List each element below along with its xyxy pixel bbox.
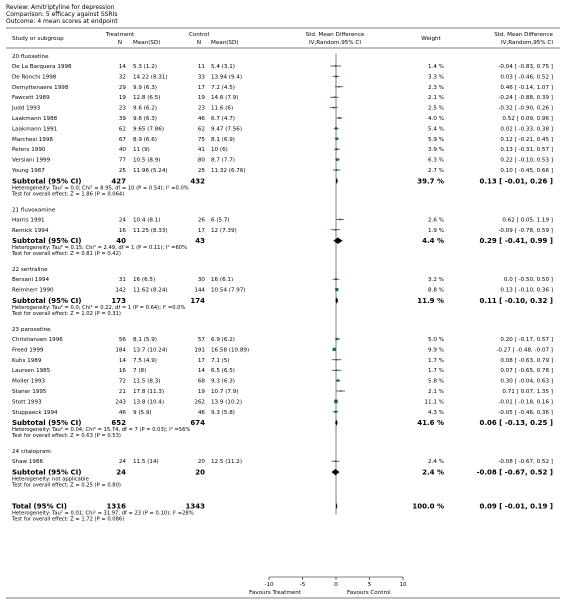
subtotal-diamond <box>332 469 340 475</box>
subtotal-treatment-n: 427 <box>111 177 126 186</box>
subgroup-overall-effect: Test for overall effect: Z = 1.02 (P = 0.31) <box>12 311 121 317</box>
column-header-treatment-mean: Mean(SD) <box>133 40 161 46</box>
subgroup-title: 22 sertraline <box>12 267 48 274</box>
column-header-study: Study or subgroup <box>12 36 64 42</box>
treatment-mean-sd: 9 (5.9) <box>133 409 152 416</box>
study-name: Stott 1993 <box>12 399 42 406</box>
subtotal-smd-ci: 0.29 [ -0.41, 0.99 ] <box>479 237 553 246</box>
subgroup-heterogeneity: Heterogeneity: Tau² = 0.15; Chi² = 2.49, df = 1 (P = 0.11); I² =60% <box>12 245 188 252</box>
study-weight: 4.3 % <box>428 409 444 416</box>
total-heterogeneity: Heterogeneity: Tau² = 0.01; Chi² = 31.97, df = 23 (P = 0.10); I² =28% <box>12 510 194 517</box>
x-tick-label: 0 <box>334 582 338 588</box>
control-mean-sd: 13.94 (9.4) <box>211 74 243 81</box>
study-weight: 1.7 % <box>428 368 444 375</box>
effect-square <box>333 107 335 109</box>
control-n: 144 <box>194 287 205 294</box>
study-smd-ci: 0.02 [ -0.33, 0.38 ] <box>500 126 553 133</box>
control-mean-sd: 8.1 (6.9) <box>211 136 235 143</box>
treatment-n: 24 <box>118 459 126 466</box>
treatment-n: 16 <box>118 227 126 234</box>
control-n: 80 <box>197 157 205 164</box>
total-treatment-n: 1316 <box>106 502 126 511</box>
study-smd-ci: -0.24 [ -0.88, 0.39 ] <box>498 95 553 102</box>
comparison-line: Comparison: 5 efficacy against SSRIs <box>6 11 118 18</box>
study-weight: 8.8 % <box>428 287 444 294</box>
study-weight: 6.3 % <box>428 157 444 164</box>
treatment-mean-sd: 17.8 (11.3) <box>133 389 165 395</box>
control-n: 33 <box>197 74 205 81</box>
study-weight: 1.7 % <box>428 357 444 364</box>
control-mean-sd: 5.4 (3.1) <box>211 64 235 70</box>
treatment-n: 24 <box>118 217 126 224</box>
treatment-mean-sd: 8.9 (6.6) <box>133 136 157 143</box>
study-weight: 2.5 % <box>428 105 444 112</box>
subgroup-title: 23 paroxetine <box>12 327 51 333</box>
study-weight: 3.9 % <box>428 147 444 154</box>
study-smd-ci: 0.30 [ -0.04, 0.63 ] <box>500 378 553 385</box>
study-name: Bersani 1994 <box>12 277 50 284</box>
treatment-n: 72 <box>118 378 126 385</box>
subtotal-control-n: 432 <box>190 177 205 186</box>
study-name: Judd 1993 <box>12 105 41 112</box>
control-mean-sd: 13.9 (10.2) <box>211 399 243 406</box>
subtotal-smd-ci: 0.06 [ -0.13, 0.25 ] <box>479 419 553 428</box>
study-smd-ci: 0.13 [ -0.31, 0.57 ] <box>500 147 553 154</box>
treatment-mean-sd: 8.1 (5.9) <box>133 337 157 343</box>
study-smd-ci: 0.03 [ -0.46, 0.52 ] <box>500 74 553 81</box>
treatment-n: 14 <box>118 64 126 70</box>
control-mean-sd: 9.47 (7.56) <box>211 126 243 133</box>
control-mean-sd: 11.32 (6.76) <box>211 168 246 174</box>
study-name: Laakmann 1991 <box>12 126 58 133</box>
treatment-mean-sd: 16 (6.5) <box>133 277 156 284</box>
control-n: 41 <box>197 147 205 154</box>
study-name: Remick 1994 <box>12 227 49 234</box>
subtotal-smd-ci: 0.11 [ -0.10, 0.32 ] <box>479 297 553 305</box>
control-n: 23 <box>197 105 205 112</box>
subtotal-label: Subtotal (95% CI) <box>12 237 82 246</box>
study-smd-ci: -0.08 [ -0.67, 0.52 ] <box>498 459 553 466</box>
treatment-mean-sd: 14.22 (8.31) <box>133 74 168 81</box>
column-header-smd-method: IV,Random,95% CI <box>309 40 361 46</box>
study-smd-ci: 0.46 [ -0.14, 1.07 ] <box>500 84 553 91</box>
control-n: 14 <box>197 368 205 375</box>
treatment-n: 39 <box>118 116 126 122</box>
subtotal-control-n: 174 <box>190 297 205 305</box>
total-overall-effect: Test for overall effect: Z = 1.72 (P = 0.086) <box>12 516 125 523</box>
treatment-mean-sd: 13.7 (10.24) <box>133 347 168 354</box>
control-mean-sd: 9.3 (5.8) <box>211 409 235 416</box>
effect-square <box>339 219 341 221</box>
treatment-mean-sd: 5.3 (1.2) <box>133 64 157 70</box>
study-weight: 2.7 % <box>428 168 444 174</box>
study-smd-ci: -0.09 [ -0.78, 0.59 ] <box>498 227 553 234</box>
subgroup-heterogeneity: Heterogeneity: Tau² = 0.0; Chi² = 0.22, df = 1 (P = 0.64); I² =0.0% <box>12 305 186 311</box>
column-header-smd-value: Std. Mean Difference <box>494 32 553 38</box>
treatment-n: 23 <box>118 105 126 112</box>
study-smd-ci: 0.71 [ 0.07, 1.35 ] <box>502 389 553 395</box>
study-weight: 5.8 % <box>428 378 444 385</box>
x-tick-label: 10 <box>399 582 407 588</box>
study-smd-ci: -0.04 [ -0.83, 0.75 ] <box>498 64 553 70</box>
study-weight: 2.4 % <box>428 459 444 466</box>
treatment-mean-sd: 9.9 (6.3) <box>133 84 157 91</box>
control-mean-sd: 12.5 (11.2) <box>211 459 243 466</box>
subgroup-heterogeneity: Heterogeneity: Tau² = 0.0; Chi² = 8.95, df = 10 (P = 0.54); I² =0.0% <box>12 185 189 192</box>
control-n: 19 <box>197 389 205 395</box>
study-weight: 2.3 % <box>428 84 444 91</box>
effect-square <box>333 348 336 351</box>
study-smd-ci: 0.62 [ 0.05, 1.19 ] <box>502 217 553 224</box>
treatment-n: 40 <box>118 147 126 154</box>
subtotal-label: Subtotal (95% CI) <box>12 297 82 305</box>
subtotal-weight: 11.9 % <box>417 297 444 305</box>
x-tick-label: 5 <box>367 582 372 588</box>
study-name: Versiani 1999 <box>12 157 51 164</box>
subtotal-weight: 4.4 % <box>422 237 444 246</box>
subtotal-treatment-n: 652 <box>111 419 126 428</box>
study-name: Fawcett 1989 <box>12 95 50 102</box>
treatment-n: 14 <box>118 357 126 364</box>
study-weight: 5.0 % <box>428 337 444 343</box>
control-n: 46 <box>197 116 205 122</box>
subgroup-heterogeneity: Heterogeneity: not applicable <box>12 476 89 483</box>
treatment-mean-sd: 12.8 (6.5) <box>133 95 161 102</box>
study-name: Marchesi 1998 <box>12 136 53 143</box>
study-smd-ci: 0.20 [ -0.17, 0.57 ] <box>500 337 553 343</box>
subgroup-title: 21 fluvoxamine <box>12 207 56 214</box>
study-smd-ci: 0.22 [ -0.10, 0.53 ] <box>500 157 553 164</box>
study-smd-ci: -0.27 [ -0.48, -0.07 ] <box>496 347 553 354</box>
subtotal-label: Subtotal (95% CI) <box>12 419 82 428</box>
treatment-n: 243 <box>115 399 126 406</box>
subtotal-treatment-n: 24 <box>116 468 126 477</box>
study-name: De La Barquera 1998 <box>12 64 72 70</box>
treatment-n: 56 <box>118 337 126 343</box>
total-smd-ci: 0.09 [ -0.01, 0.19 ] <box>479 502 553 511</box>
study-smd-ci: 0.13 [ -0.10, 0.36 ] <box>500 287 553 294</box>
treatment-mean-sd: 11.25 (8.33) <box>133 227 168 234</box>
treatment-mean-sd: 11.5 (14) <box>133 459 159 466</box>
column-header-smd: Std. Mean Difference <box>305 32 365 38</box>
subgroup-title: 24 citalopram <box>12 449 51 456</box>
treatment-n: 46 <box>118 409 126 416</box>
study-name: Shaw 1986 <box>12 459 44 466</box>
control-mean-sd: 12 (7.39) <box>211 227 237 234</box>
treatment-mean-sd: 11.5 (8.3) <box>133 378 161 385</box>
effect-square <box>338 86 340 88</box>
favours-left-label: Favours Treatment <box>249 590 301 596</box>
study-weight: 3.2 % <box>428 277 444 284</box>
column-header-control: Control <box>188 32 210 38</box>
treatment-n: 31 <box>118 277 126 284</box>
control-mean-sd: 8.7 (7.7) <box>211 157 235 164</box>
subgroup-overall-effect: Test for overall effect: Z = 0.63 (P = 0.53) <box>12 433 121 440</box>
study-name: Laursen 1985 <box>12 368 51 375</box>
treatment-n: 62 <box>118 126 126 133</box>
control-n: 17 <box>197 84 205 91</box>
subtotal-treatment-n: 40 <box>116 237 126 246</box>
x-tick-label: -5 <box>299 582 306 588</box>
study-weight: 11.1 % <box>424 399 444 406</box>
control-mean-sd: 14.6 (7.9) <box>211 95 239 102</box>
control-n: 57 <box>197 337 205 343</box>
treatment-n: 29 <box>118 84 126 91</box>
study-weight: 5.4 % <box>428 126 444 133</box>
study-smd-ci: 0.52 [ 0.09, 0.96 ] <box>502 116 553 122</box>
study-weight: 3.3 % <box>428 74 444 81</box>
treatment-n: 142 <box>115 287 126 294</box>
subtotal-weight: 41.6 % <box>417 419 444 428</box>
effect-square <box>335 65 337 67</box>
study-name: Demyttenaere 1998 <box>12 84 69 91</box>
subgroup-overall-effect: Test for overall effect: Z = 1.86 (P = 0.064) <box>12 191 125 198</box>
subtotal-smd-ci: 0.13 [ -0.01, 0.26 ] <box>479 177 553 186</box>
treatment-mean-sd: 11.62 (8.24) <box>133 287 168 294</box>
control-n: 191 <box>194 347 205 354</box>
control-n: 25 <box>197 168 205 174</box>
treatment-n: 32 <box>118 74 126 81</box>
x-tick-label: -10 <box>264 582 274 588</box>
study-weight: 9.9 % <box>428 347 444 354</box>
study-weight: 4.0 % <box>428 116 444 122</box>
study-name: Laakmann 1988 <box>12 116 58 122</box>
study-name: Staner 1995 <box>12 389 47 395</box>
subtotal-control-n: 674 <box>190 419 205 428</box>
effect-square <box>335 411 337 413</box>
subtotal-weight: 2.4 % <box>422 468 444 477</box>
treatment-n: 77 <box>118 157 126 164</box>
treatment-mean-sd: 9.6 (6.2) <box>133 105 157 112</box>
total-control-n: 1343 <box>185 502 205 511</box>
study-weight: 2.1 % <box>428 95 444 102</box>
subtotal-treatment-n: 173 <box>111 297 126 305</box>
study-smd-ci: 0.07 [ -0.65, 0.78 ] <box>500 368 553 375</box>
treatment-mean-sd: 11.96 (5.24) <box>133 168 168 174</box>
control-mean-sd: 11.6 (6) <box>211 105 234 112</box>
study-weight: 5.9 % <box>428 136 444 143</box>
treatment-mean-sd: 7.5 (4.9) <box>133 357 157 364</box>
control-n: 75 <box>197 136 205 143</box>
control-n: 11 <box>197 64 205 70</box>
control-mean-sd: 7.2 (4.5) <box>211 84 235 91</box>
subtotal-label: Subtotal (95% CI) <box>12 177 82 186</box>
study-weight: 1.4 % <box>428 64 444 70</box>
study-name: Stuppaeck 1994 <box>12 409 58 416</box>
control-mean-sd: 7.1 (5) <box>211 357 230 364</box>
control-n: 17 <box>197 357 205 364</box>
control-mean-sd: 6.5 (6.5) <box>211 368 235 375</box>
control-mean-sd: 9.3 (6.3) <box>211 378 235 385</box>
control-mean-sd: 6 (5.7) <box>211 217 230 224</box>
subtotal-weight: 39.7 % <box>417 177 444 186</box>
control-mean-sd: 10.54 (7.97) <box>211 287 246 294</box>
treatment-mean-sd: 7 (8) <box>133 368 147 375</box>
column-header-control-n: N <box>196 40 202 46</box>
study-name: Kuhs 1989 <box>12 357 42 364</box>
control-mean-sd: 6.7 (4.7) <box>211 116 235 122</box>
column-header-treatment-n: N <box>117 40 123 46</box>
study-smd-ci: 0.0 [ -0.50, 0.50 ] <box>503 277 553 284</box>
effect-square <box>336 158 339 161</box>
study-smd-ci: 0.12 [ -0.21, 0.45 ] <box>500 136 553 143</box>
column-header-treatment: Treatment <box>105 32 135 38</box>
study-smd-ci: -0.32 [ -0.90, 0.26 ] <box>498 105 553 112</box>
subtotal-control-n: 20 <box>195 468 205 477</box>
study-name: Harris 1991 <box>12 217 45 224</box>
study-smd-ci: 0.10 [ -0.45, 0.66 ] <box>500 168 553 174</box>
column-header-weight: Weight <box>421 36 441 42</box>
treatment-mean-sd: 9.6 (6.3) <box>133 116 157 122</box>
review-line: Review: Amitriptyline for depression <box>6 4 115 11</box>
study-name: Young 1987 <box>12 168 45 174</box>
control-n: 20 <box>197 459 205 466</box>
control-mean-sd: 10 (6) <box>211 147 228 154</box>
favours-right-label: Favours Control <box>347 590 391 596</box>
control-n: 19 <box>197 95 205 102</box>
control-mean-sd: 16.58 (10.89) <box>211 347 250 354</box>
study-weight: 2.6 % <box>428 217 444 224</box>
outcome-line: Outcome: 4 mean scores at endpoint <box>6 18 118 25</box>
treatment-n: 21 <box>118 389 126 395</box>
subgroup-overall-effect: Test for overall effect: Z = 0.81 (P = 0.42) <box>12 251 121 258</box>
subgroup-title: 20 fluoxetine <box>12 54 49 60</box>
effect-square <box>338 117 340 119</box>
study-weight: 1.9 % <box>428 227 444 234</box>
treatment-n: 25 <box>118 168 126 174</box>
subgroup-heterogeneity: Heterogeneity: Tau² = 0.04; Chi² = 15.74, df = 7 (P = 0.03); I² =56% <box>12 427 191 434</box>
control-n: 62 <box>197 126 205 133</box>
effect-square <box>336 338 338 340</box>
subtotal-diamond <box>335 420 338 426</box>
total-label: Total (95% CI) <box>12 502 67 511</box>
subtotal-control-n: 43 <box>195 237 205 246</box>
column-header-smd-value-method: IV,Random,95% CI <box>501 40 553 46</box>
study-name: Moller 1993 <box>12 378 46 385</box>
study-name: Reimherr 1990 <box>12 287 54 294</box>
control-n: 262 <box>194 399 205 406</box>
study-smd-ci: -0.01 [ -0.18, 0.16 ] <box>498 399 553 406</box>
control-mean-sd: 10.7 (7.9) <box>211 389 239 395</box>
treatment-mean-sd: 10.5 (8.9) <box>133 157 161 164</box>
treatment-mean-sd: 11 (9) <box>133 147 150 154</box>
treatment-n: 16 <box>118 368 126 375</box>
treatment-mean-sd: 9.65 (7.86) <box>133 126 165 133</box>
treatment-mean-sd: 10.4 (8.1) <box>133 217 161 224</box>
effect-square <box>340 390 342 392</box>
control-n: 68 <box>197 378 205 385</box>
column-header-control-mean: Mean(SD) <box>211 40 239 46</box>
treatment-n: 19 <box>118 95 126 102</box>
treatment-n: 184 <box>115 347 126 354</box>
effect-square <box>334 96 336 98</box>
study-name: Freed 1999 <box>12 347 44 354</box>
treatment-mean-sd: 13.8 (10.4) <box>133 399 165 406</box>
subgroup-overall-effect: Test for overall effect: Z = 0.25 (P = 0.80) <box>12 482 121 489</box>
effect-square <box>337 379 340 382</box>
study-weight: 2.1 % <box>428 389 444 395</box>
treatment-n: 67 <box>118 136 126 143</box>
control-n: 30 <box>197 277 205 284</box>
subtotal-smd-ci: -0.08 [ -0.67, 0.52 ] <box>476 468 553 477</box>
study-smd-ci: -0.05 [ -0.46, 0.36 ] <box>498 409 553 416</box>
study-smd-ci: 0.08 [ -0.63, 0.79 ] <box>500 357 553 364</box>
study-name: Christiansen 1996 <box>12 337 63 343</box>
subtotal-label: Subtotal (95% CI) <box>12 468 82 477</box>
control-n: 17 <box>197 227 205 234</box>
study-name: Peters 1990 <box>12 147 46 154</box>
control-n: 26 <box>197 217 205 224</box>
subtotal-diamond <box>333 238 342 244</box>
total-weight: 100.0 % <box>412 502 444 511</box>
control-mean-sd: 16 (6.1) <box>211 277 234 284</box>
control-n: 46 <box>197 409 205 416</box>
control-mean-sd: 6.9 (6.2) <box>211 337 235 343</box>
study-name: De Ronchi 1998 <box>12 74 57 81</box>
